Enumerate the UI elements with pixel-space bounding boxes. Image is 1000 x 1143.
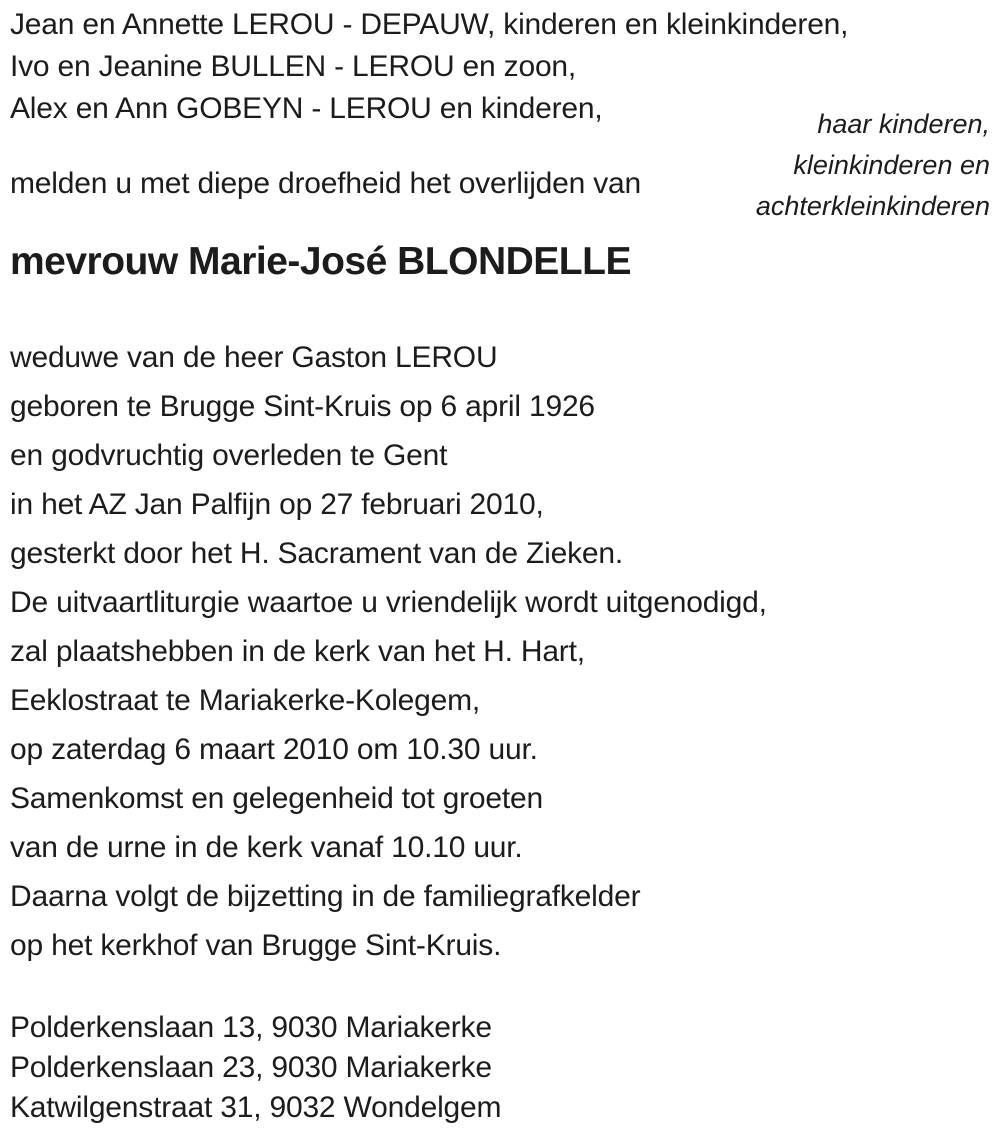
address-line: Katwilgenstraat 31, 9032 Wondelgem	[10, 1091, 502, 1124]
notice-line: gesterkt door het H. Sacrament van de Zieken.	[10, 537, 623, 570]
notice-body-block	[10, 333, 767, 970]
deceased-name-title: mevrouw Marie-José BLONDELLE	[10, 240, 631, 283]
address-line: Polderkenslaan 13, 9030 Mariakerke	[10, 1011, 492, 1044]
announcer-line: Jean en Annette LEROU - DEPAUW, kinderen en kleinkinderen,	[10, 8, 849, 41]
relatives-note-line: kleinkinderen en	[793, 150, 990, 180]
notice-line: op zaterdag 6 maart 2010 om 10.30 uur.	[10, 733, 538, 766]
address-line: Polderkenslaan 23, 9030 Mariakerke	[10, 1051, 492, 1084]
notice-line: weduwe van de heer Gaston LEROU	[10, 341, 498, 374]
notice-line: Samenkomst en gelegenheid tot groeten	[10, 782, 543, 815]
relatives-note-line: achterkleinkinderen	[755, 191, 990, 221]
announcers-block	[10, 4, 848, 130]
relatives-note-line: haar kinderen,	[817, 109, 990, 139]
notice-line: van de urne in de kerk vanaf 10.10 uur.	[10, 831, 523, 864]
notice-line: zal plaatshebben in de kerk van het H. Hart,	[10, 635, 585, 668]
notice-line: Daarna volgt de bijzetting in de familiegrafkelder	[10, 880, 641, 913]
notice-line: geboren te Brugge Sint-Kruis op 6 april 1926	[10, 390, 595, 423]
relatives-note-block	[756, 104, 990, 227]
notice-line: De uitvaartliturgie waartoe u vriendelijk wordt uitgenodigd,	[10, 586, 767, 619]
announcer-line: Ivo en Jeanine BULLEN - LEROU en zoon,	[10, 50, 577, 83]
notice-line: en godvruchtig overleden te Gent	[10, 439, 448, 472]
notice-line: op het kerkhof van Brugge Sint-Kruis.	[10, 929, 502, 962]
announcement-line: melden u met diepe droefheid het overlijden van	[10, 167, 642, 200]
notice-line: in het AZ Jan Palfijn op 27 februari 2010,	[10, 488, 544, 521]
announcer-line: Alex en Ann GOBEYN - LEROU en kinderen,	[10, 92, 603, 125]
notice-line: Eeklostraat te Mariakerke-Kolegem,	[10, 684, 481, 717]
addresses-block	[10, 1008, 501, 1128]
